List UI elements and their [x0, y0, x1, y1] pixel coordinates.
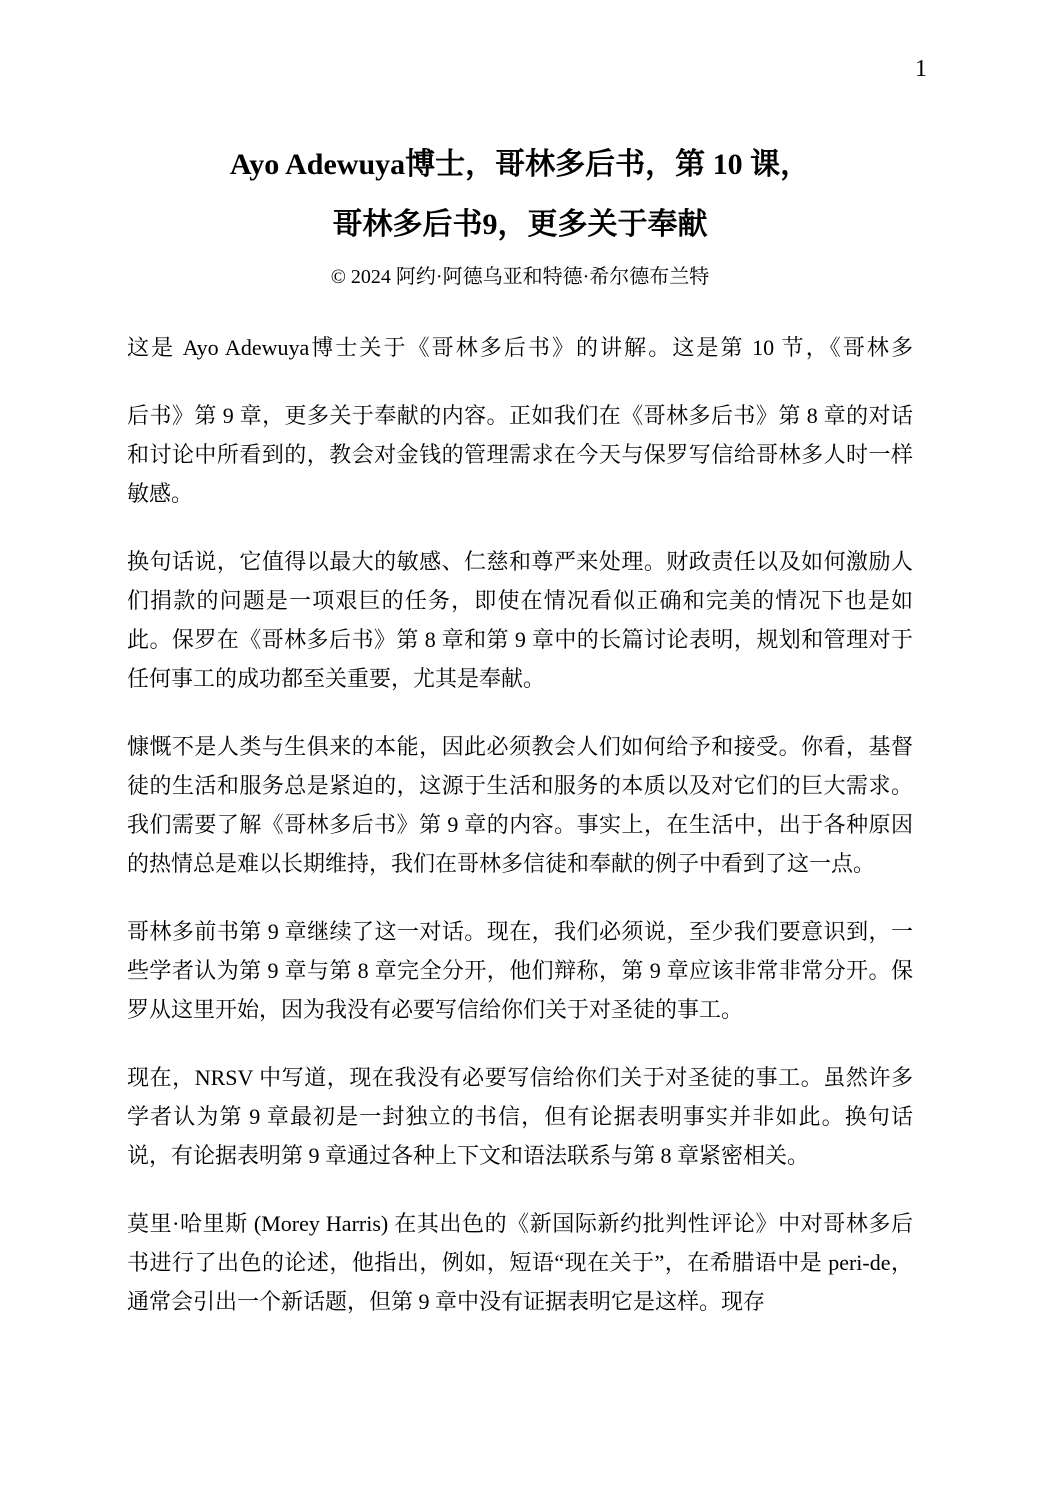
- copyright-line: © 2024 阿约·阿德乌亚和特德·希尔德布兰特: [330, 266, 710, 288]
- body-text: [127, 328, 913, 1321]
- body-paragraph: 后书》第 9 章，更多关于奉献的内容。正如我们在《哥林多后书》第 8 章的对话和讨论中所看到的，教会对金钱的管理需求在今天与保罗写信给哥林多人时一样敏感。: [127, 403, 913, 506]
- document-content: [127, 0, 913, 1321]
- body-paragraph: 换句话说，它值得以最大的敏感、仁慈和尊严来处理。财政责任以及如何激励人们捐款的问题是一项艰巨的任务，即使在情况看似正确和完美的情况下也是如此。保罗在《哥林多后书》第 8 章和第 9 章中的长篇讨论表明，规划和管理对于任何事工的成功都至关重要，尤其是奉献。: [127, 549, 913, 691]
- page-number: 1: [915, 56, 927, 82]
- body-paragraph: 哥林多前书第 9 章继续了这一对话。现在，我们必须说，至少我们要意识到，一些学者认为第 9 章与第 8 章完全分开，他们辩称，第 9 章应该非常非常分开。保罗从这里开始，因为我没有必要写信给你们关于对圣徒的事工。: [127, 919, 913, 1022]
- body-paragraph: 这是 Ayo Adewuya博士关于《哥林多后书》的讲解。这是第 10 节，《哥林多: [127, 335, 913, 360]
- body-paragraph: 现在，NRSV 中写道，现在我没有必要写信给你们关于对圣徒的事工。虽然许多学者认为第 9 章最初是一封独立的书信，但有论据表明事实并非如此。换句话说，有论据表明第 9 章通过各种上下文和语法联系与第 8 章紧密相关。: [127, 1065, 913, 1168]
- title-line-2: 哥林多后书9，更多关于奉献: [332, 208, 708, 241]
- body-paragraph: 莫里·哈里斯 (Morey Harris) 在其出色的《新国际新约批判性评论》中对哥林多后书进行了出色的论述，他指出，例如，短语“现在关于”，在希腊语中是 peri-de，通常会引出一个新话题，但第 9 章中没有证据表明它是这样。现存: [127, 1211, 913, 1314]
- title-line-1: Ayo Adewuya博士，哥林多后书，第 10 课，: [229, 148, 811, 181]
- body-paragraph: 慷慨不是人类与生俱来的本能，因此必须教会人们如何给予和接受。你看，基督徒的生活和服务总是紧迫的，这源于生活和服务的本质以及对它们的巨大需求。我们需要了解《哥林多后书》第 9 章的内容。事实上，在生活中，出于各种原因的热情总是难以长期维持，我们在哥林多信徒和奉献的例子中看到了这一点。: [127, 734, 913, 876]
- document-title: [127, 135, 913, 255]
